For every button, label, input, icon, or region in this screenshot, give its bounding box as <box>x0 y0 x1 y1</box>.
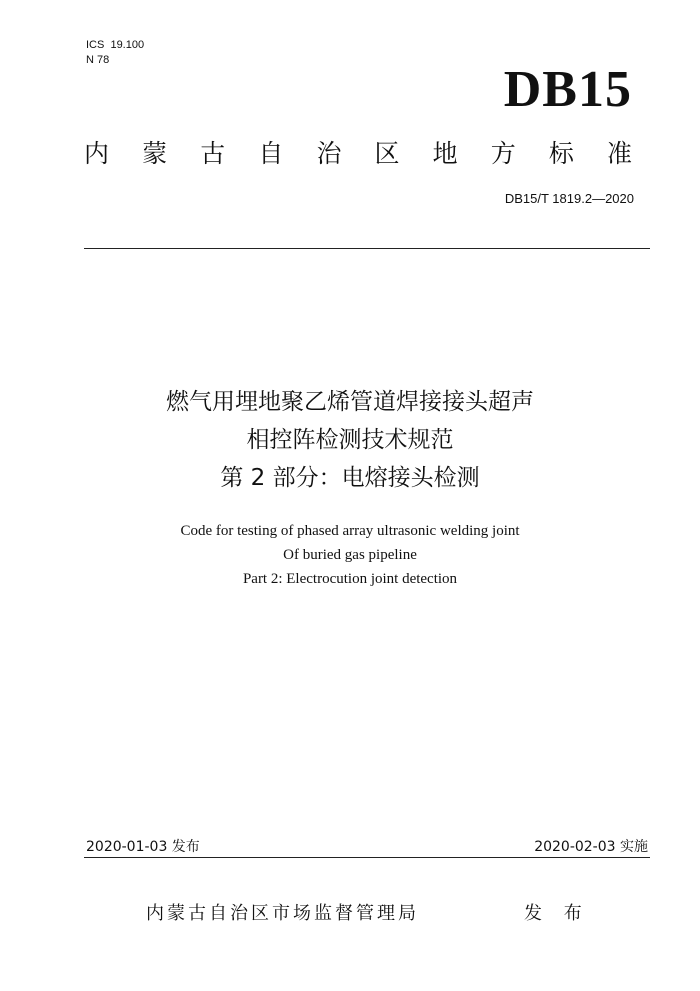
authority-char: 标 <box>548 139 574 168</box>
standard-number: DB15/T 1819.2—2020 <box>504 191 634 206</box>
effective-date: 2020-02-03 实施 <box>534 839 648 855</box>
title-zh-line: 燃气用埋地聚乙烯管道焊接接头超声 <box>166 389 534 415</box>
issuing-authority: 内蒙古自治区市场监督管理局 <box>146 903 419 924</box>
authority-char: 准 <box>606 139 632 168</box>
ccs-code: N 78 <box>86 54 110 66</box>
authority-char: 内 <box>84 139 110 168</box>
publish-date: 2020-01-03 发布 <box>86 839 200 855</box>
authority-char: 地 <box>432 139 458 168</box>
title-english <box>0 519 700 591</box>
authority-char: 方 <box>490 139 516 168</box>
title-chinese <box>0 383 700 497</box>
standard-authority-heading <box>84 138 632 170</box>
classification-codes <box>86 38 144 68</box>
db15-logo: DB15 <box>503 61 632 118</box>
footer-divider <box>84 857 650 858</box>
authority-char: 自 <box>258 139 284 168</box>
issue-label: 发 布 <box>524 903 590 924</box>
authority-char: 治 <box>316 139 342 168</box>
authority-char: 蒙 <box>142 139 168 168</box>
title-zh-line: 第 2 部分：电熔接头检测 <box>220 465 480 491</box>
title-en-line: Part 2: Electrocution joint detection <box>242 571 458 587</box>
authority-char: 古 <box>200 139 226 168</box>
header-divider <box>84 248 650 249</box>
title-en-line: Of buried gas pipeline <box>283 547 417 563</box>
title-en-line: Code for testing of phased array ultrasonic welding joint <box>180 523 520 539</box>
ics-code: ICS 19.100 <box>86 39 145 51</box>
authority-char: 区 <box>374 139 400 168</box>
title-zh-line: 相控阵检测技术规范 <box>246 427 454 453</box>
